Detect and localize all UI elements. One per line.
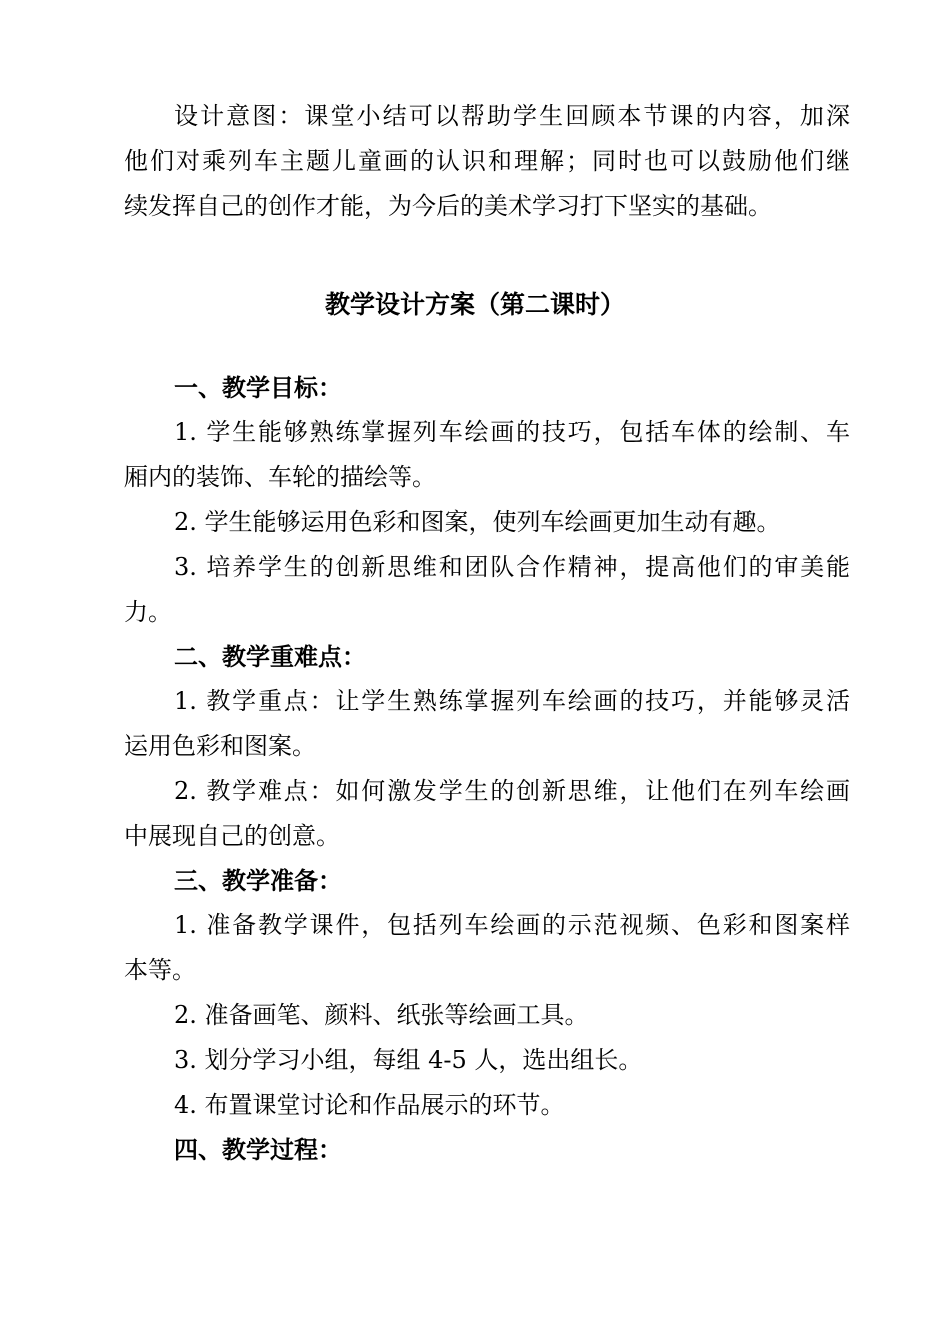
key-point-2-line-1: 2. 教学难点：如何激发学生的创新思维，让他们在列车绘画 <box>174 777 850 805</box>
preparation-3: 3. 划分学习小组，每组 4-5 人，选出组长。 <box>174 1046 643 1074</box>
key-point-1-line-2: 运用色彩和图案。 <box>124 732 316 760</box>
objective-3-line-1: 3. 培养学生的创新思维和团队合作精神，提高他们的审美能 <box>174 553 850 581</box>
preparation-2: 2. 准备画笔、颜料、纸张等绘画工具。 <box>174 1001 589 1029</box>
intent-line-3: 续发挥自己的创作才能，为今后的美术学习打下坚实的基础。 <box>124 192 772 220</box>
objectives-heading: 一、教学目标： <box>174 373 342 402</box>
key-points-heading: 二、教学重难点： <box>174 642 366 671</box>
preparation-heading: 三、教学准备： <box>174 866 342 895</box>
objective-2: 2. 学生能够运用色彩和图案，使列车绘画更加生动有趣。 <box>174 508 781 536</box>
objective-1-line-1: 1. 学生能够熟练掌握列车绘画的技巧，包括车体的绘制、车 <box>174 418 850 446</box>
page-title: 教学设计方案（第二课时） <box>324 290 625 319</box>
objective-3-line-2: 力。 <box>124 598 172 626</box>
intent-line-2: 他们对乘列车主题儿童画的认识和理解；同时也可以鼓励他们继 <box>124 147 850 175</box>
preparation-1-line-2: 本等。 <box>124 956 196 984</box>
preparation-1-line-1: 1. 准备教学课件，包括列车绘画的示范视频、色彩和图案样 <box>174 911 850 939</box>
preparation-4: 4. 布置课堂讨论和作品展示的环节。 <box>174 1091 565 1119</box>
key-point-1-line-1: 1. 教学重点：让学生熟练掌握列车绘画的技巧，并能够灵活 <box>174 687 850 715</box>
process-heading: 四、教学过程： <box>174 1135 342 1164</box>
key-point-2-line-2: 中展现自己的创意。 <box>124 822 340 850</box>
intent-line-1: 设计意图：课堂小结可以帮助学生回顾本节课的内容，加深 <box>174 102 850 130</box>
objective-1-line-2: 厢内的装饰、车轮的描绘等。 <box>124 463 436 491</box>
